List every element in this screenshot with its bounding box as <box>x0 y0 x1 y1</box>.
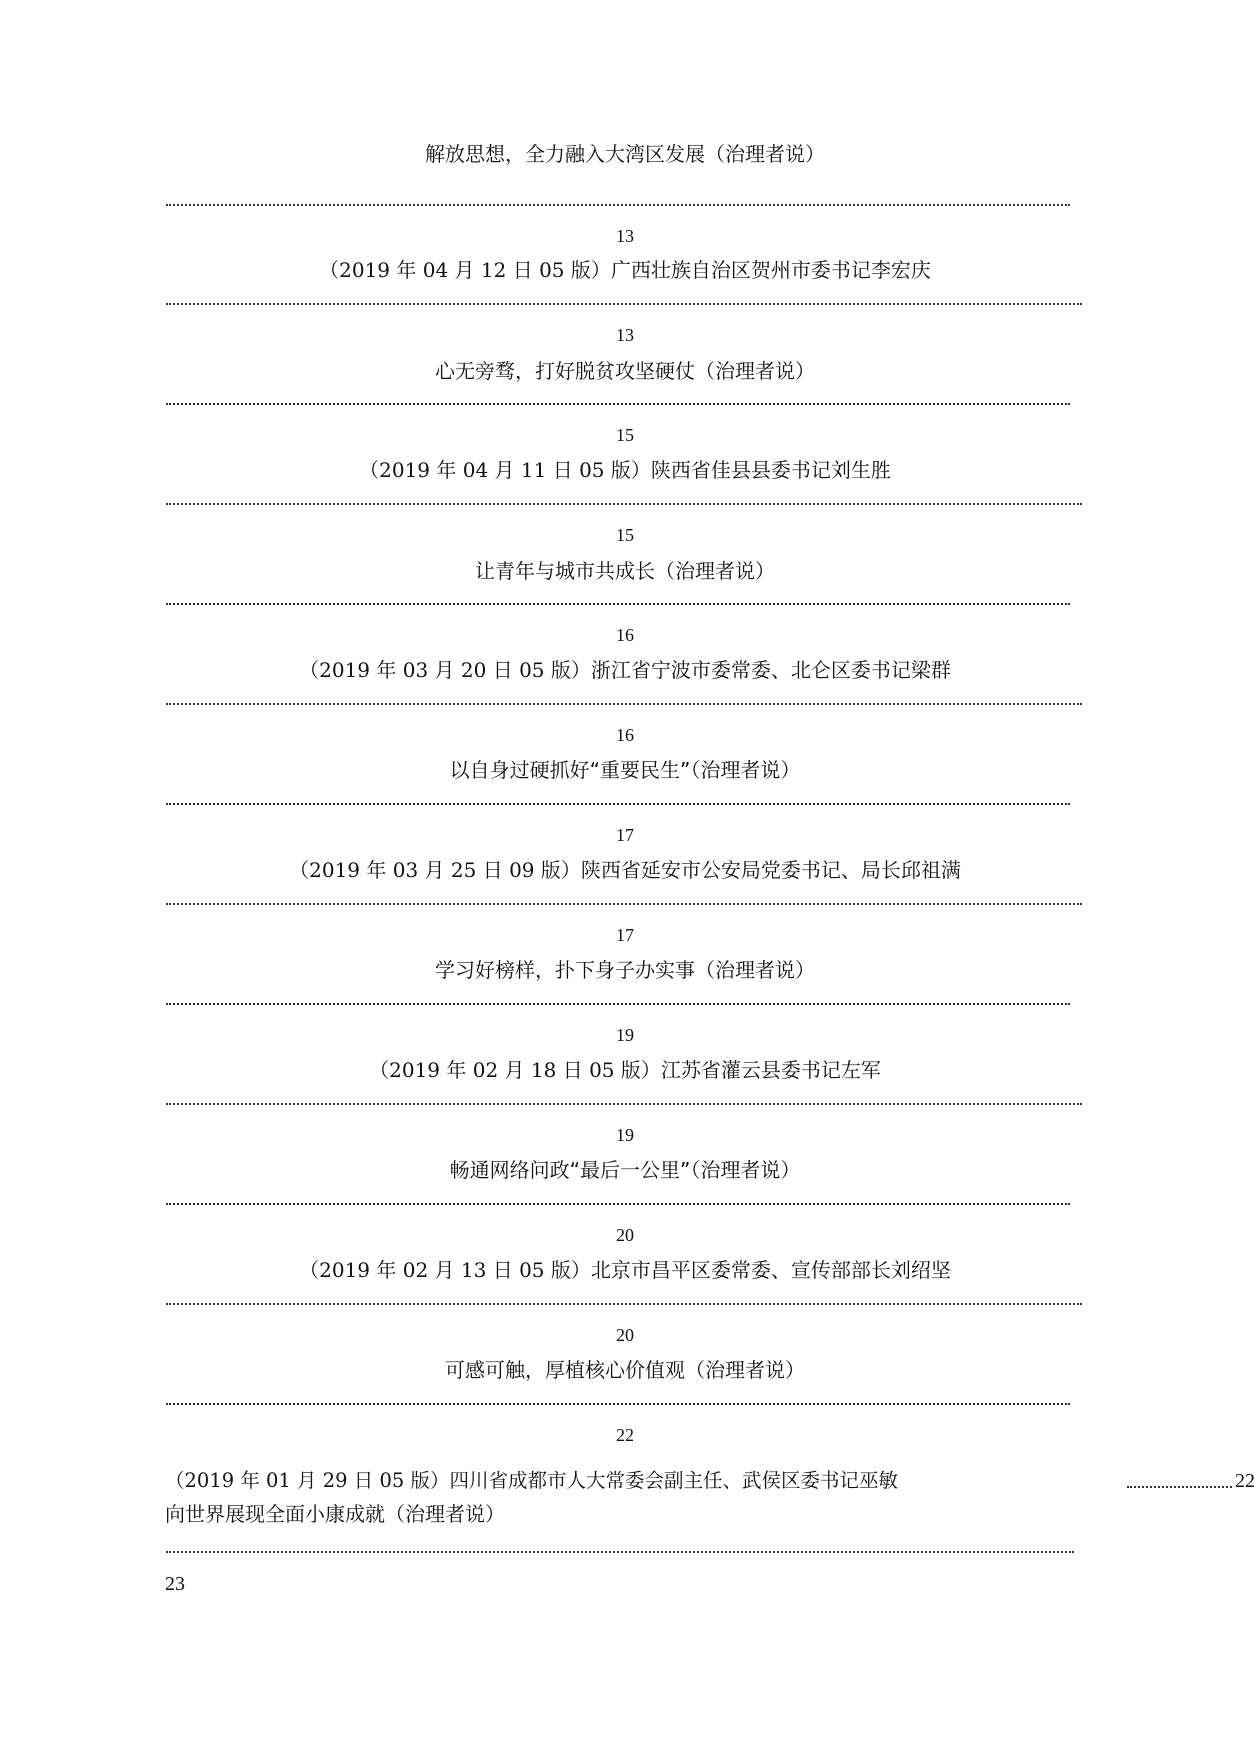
toc-entry-dated: （2019 年 01 月 29 日 05 版）四川省成都市人大常委会副主任、武侯区委书记巫敏 <box>165 1469 898 1492</box>
dot-leader <box>166 1203 1070 1205</box>
page-number: 23 <box>165 1573 185 1595</box>
toc-entry-dated: （2019 年 02 月 18 日 05 版）江苏省灌云县委书记左军 <box>369 1058 881 1082</box>
page-number: 15 <box>616 525 634 545</box>
dot-leader <box>166 1003 1070 1005</box>
toc-entry-title: 心无旁骛，打好脱贫攻坚硬仗（治理者说） <box>435 359 815 383</box>
page-number: 16 <box>616 625 634 645</box>
dot-leader <box>166 204 1070 206</box>
toc-entry-dated: （2019 年 04 月 11 日 05 版）陕西省佳县县委书记刘生胜 <box>359 458 891 482</box>
dot-leader <box>166 903 1082 905</box>
page-number: 13 <box>616 226 634 246</box>
dot-leader <box>166 1551 1074 1553</box>
dot-leader <box>166 1403 1070 1405</box>
dot-leader <box>1127 1486 1232 1488</box>
dot-leader <box>166 503 1082 505</box>
dot-leader <box>166 303 1082 305</box>
toc-entry-title: 可感可触，厚植核心价值观（治理者说） <box>445 1358 805 1382</box>
page-number: 22 <box>1235 1470 1255 1492</box>
toc-entry-title: 畅通网络问政“最后一公里”（治理者说） <box>449 1158 801 1182</box>
toc-entry-dated: （2019 年 04 月 12 日 05 版）广西壮族自治区贺州市委书记李宏庆 <box>319 258 931 282</box>
dot-leader <box>166 1303 1082 1305</box>
dot-leader <box>166 603 1070 605</box>
page-number: 19 <box>616 1125 634 1145</box>
toc-entry-dated: （2019 年 03 月 25 日 09 版）陕西省延安市公安局党委书记、局长邱祖满 <box>289 858 961 882</box>
dot-leader <box>166 1103 1082 1105</box>
toc-entry-title: 让青年与城市共成长（治理者说） <box>475 559 775 583</box>
page-number: 20 <box>616 1325 634 1345</box>
page-number: 15 <box>616 425 634 445</box>
toc-entry-title: 以自身过硬抓好“重要民生”（治理者说） <box>449 758 801 782</box>
toc-entry-title: 解放思想，全力融入大湾区发展（治理者说） <box>425 142 825 166</box>
page-number: 19 <box>616 1025 634 1045</box>
page-number: 17 <box>616 825 634 845</box>
page-number: 13 <box>616 325 634 345</box>
toc-entry-dated: （2019 年 02 月 13 日 05 版）北京市昌平区委常委、宣传部部长刘绍坚 <box>299 1258 951 1282</box>
dot-leader <box>166 803 1070 805</box>
toc-entry-title: 向世界展现全面小康成就（治理者说） <box>165 1502 505 1526</box>
dot-leader <box>166 703 1082 705</box>
page-number: 20 <box>616 1225 634 1245</box>
toc-entry-dated: （2019 年 03 月 20 日 05 版）浙江省宁波市委常委、北仑区委书记梁群 <box>299 658 951 682</box>
dot-leader <box>166 403 1070 405</box>
page-number: 17 <box>616 925 634 945</box>
toc-entry-inline <box>165 1466 1255 1496</box>
toc-entry-title: 学习好榜样，扑下身子办实事（治理者说） <box>435 958 815 982</box>
page-number: 16 <box>616 725 634 745</box>
page-number: 22 <box>616 1425 634 1445</box>
